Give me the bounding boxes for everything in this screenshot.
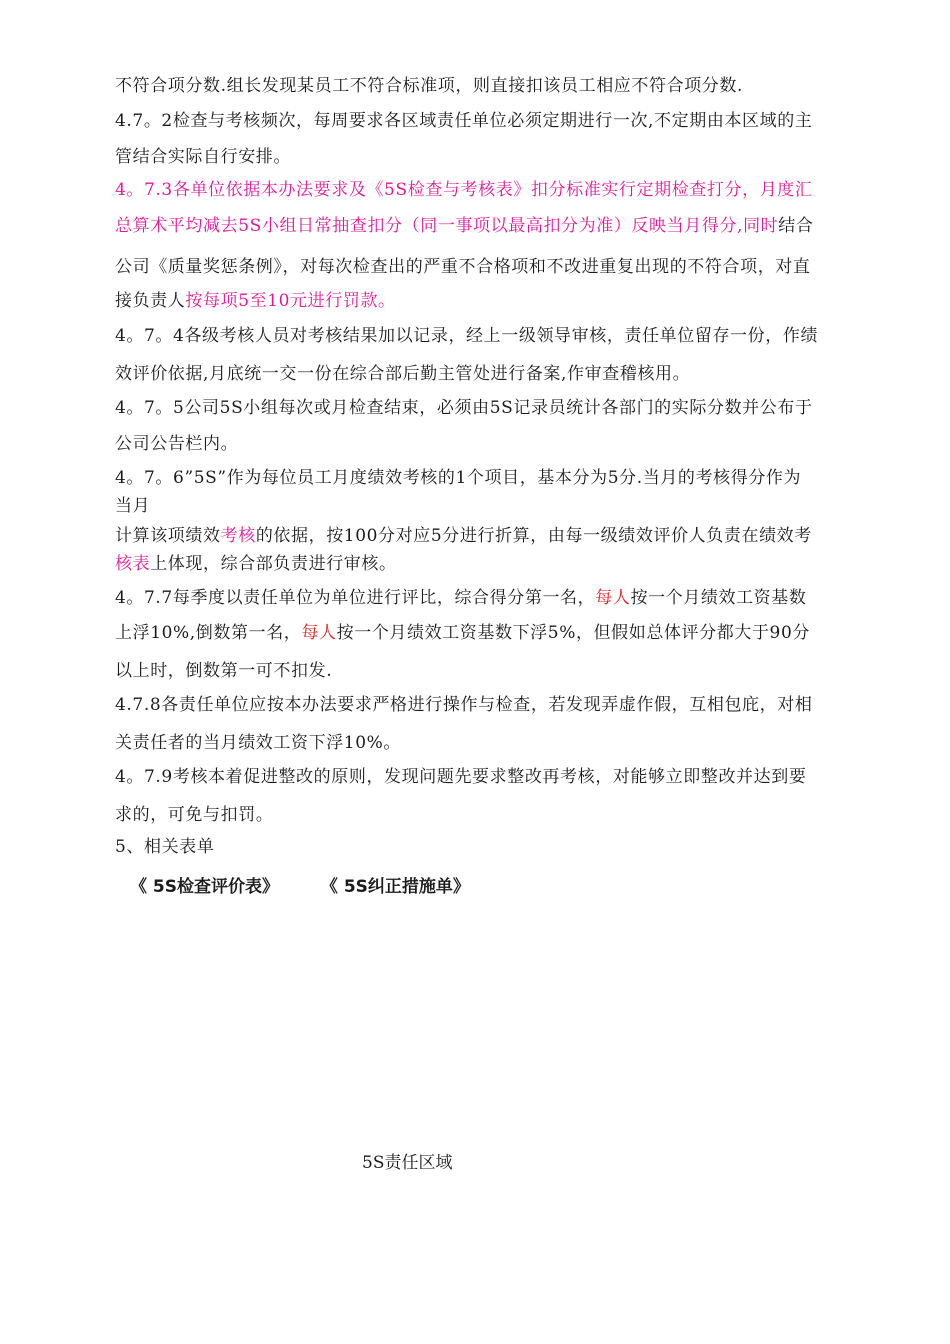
text-segment: 4。7.7每季度以责任单位为单位进行评比，综合得分第一名，: [115, 588, 596, 608]
text-line: [115, 524, 812, 548]
text-segment: 每人: [595, 588, 631, 608]
text-line: [115, 214, 813, 238]
text-segment: 4。7。6”5S”作为每位员工月度绩效考核的1个项目，基本分为5分.当月的考核得分作为: [115, 468, 802, 488]
text-segment: 结合: [778, 216, 814, 236]
text-segment: 按每项5至10元进行罚款。: [185, 291, 396, 311]
text-segment: 每人: [301, 623, 337, 643]
text-line: [115, 432, 238, 456]
text-segment: 上浮10%,倒数第一名，: [115, 623, 302, 643]
form-link-corrective-action[interactable]: 《 5S纠正措施单》: [320, 877, 470, 897]
text-segment: 计算该项绩效: [115, 526, 221, 546]
text-line: [115, 255, 811, 279]
text-segment: 5、相关表单: [115, 837, 215, 857]
text-line: [115, 289, 396, 313]
text-line: [115, 362, 690, 386]
text-line: [115, 659, 332, 683]
text-segment: 公司《质量奖惩条例》，对每次检查出的严重不合格项和不改进重复出现的不符合项，对直: [115, 257, 811, 277]
text-line: [115, 178, 813, 202]
text-segment: 4。7。5公司5S小组每次或月检查结束，必须由5S记录员统计各部门的实际分数并公布于: [115, 398, 813, 418]
text-segment: 4.7。2检查与考核频次，每周要求各区域责任单位必须定期进行一次,不定期由本区域的主: [115, 111, 813, 131]
text-line: [115, 396, 813, 420]
text-segment: 的依据，按100分对应5分进行折算，由每一级绩效评价人负责在绩效考: [255, 526, 812, 546]
responsibility-area-caption: 5S责任区域: [362, 1153, 453, 1173]
text-line: [115, 765, 806, 789]
text-segment: 考核: [220, 526, 256, 546]
text-segment: 关责任者的当月绩效工资下浮10%。: [115, 733, 401, 753]
text-line: [115, 835, 214, 859]
text-line: [115, 145, 291, 169]
text-line: [115, 586, 806, 610]
text-segment: 按一个月绩效工资基数: [630, 588, 807, 608]
form-link-inspection-table[interactable]: 《 5S检查评价表》: [130, 877, 279, 897]
text-segment: 以上时，倒数第一可不扣发.: [115, 661, 333, 681]
text-segment: 当月: [115, 496, 151, 516]
text-segment: 不符合项分数.组长发现某员工不符合标准项，则直接扣该员工相应不符合项分数.: [115, 76, 744, 96]
text-line: [115, 324, 818, 348]
text-segment: 上体现，综合部负责进行审核。: [150, 554, 397, 574]
text-line: [115, 74, 743, 98]
text-line: [115, 466, 801, 490]
text-line: [115, 621, 810, 645]
text-line: [115, 803, 273, 827]
text-segment: 接负责人: [115, 291, 186, 311]
text-segment: 总算术平均减去5S小组日常抽查扣分（同一事项以最高扣分为准）反映当月得分,同时: [115, 216, 779, 236]
text-line: [115, 494, 150, 518]
text-segment: 公司公告栏内。: [115, 434, 239, 454]
text-line: [115, 693, 812, 717]
text-segment: 4。7.9考核本着促进整改的原则，发现问题先要求整改再考核，对能够立即整改并达到要: [115, 767, 807, 787]
text-segment: 效评价依据,月底统一交一份在综合部后勤主管处进行备案,作审查稽核用。: [115, 364, 691, 384]
text-line: [115, 731, 401, 755]
text-segment: 4。7.3各单位依据本办法要求及《5S检查与考核表》扣分标准实行定期检查打分，月度汇: [115, 180, 813, 200]
text-segment: 管结合实际自行安排。: [115, 147, 291, 167]
related-forms: [130, 872, 470, 897]
text-line: [115, 109, 812, 133]
text-line: [115, 552, 397, 576]
text-segment: 核表: [115, 554, 151, 574]
text-segment: 4。7。4各级考核人员对考核结果加以记录，经上一级领导审核，责任单位留存一份，作绩: [115, 326, 819, 346]
text-segment: 按一个月绩效工资基数下浮5%，但假如总体评分都大于90分: [336, 623, 810, 643]
text-segment: 4.7.8各责任单位应按本办法要求严格进行操作与检查，若发现弄虚作假，互相包庇，对相: [115, 695, 813, 715]
text-segment: 求的，可免与扣罚。: [115, 805, 274, 825]
